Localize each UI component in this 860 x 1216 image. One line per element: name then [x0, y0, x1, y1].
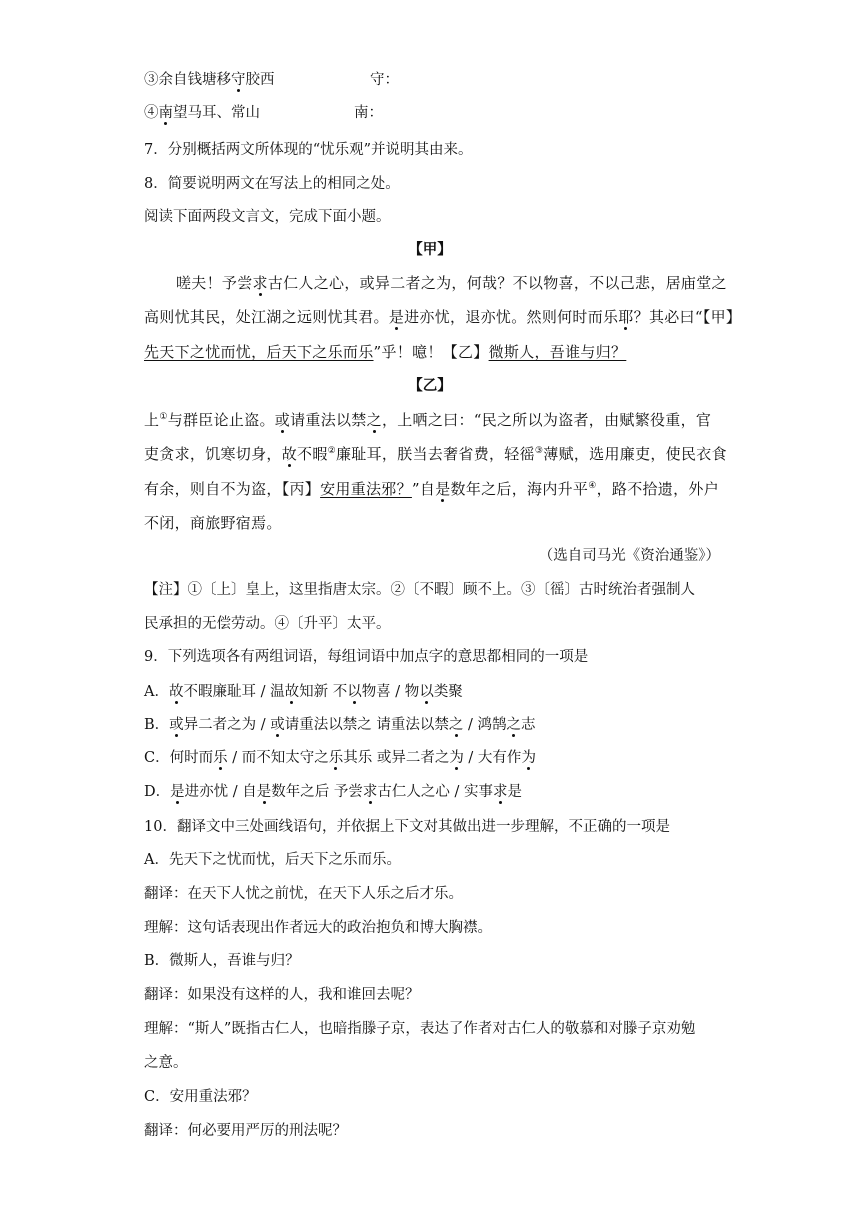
passage-yi-line: 不闭，商旅野宿焉。 [144, 514, 282, 532]
dotted-char: 故 [281, 445, 298, 463]
dotted-char: 乐 [328, 750, 344, 766]
underlined-sentence: 先天下之忧而忧，后天下之乐而乐 [144, 343, 374, 361]
dotted-char: 之 [448, 717, 464, 733]
dotted-char: 以 [347, 684, 362, 700]
question-10: 10．翻译文中三处画线语句，并依据上下文对其做出进一步理解，不正确的一项是 [144, 819, 670, 835]
option-10b: B．微斯人，吾谁与归？ [144, 953, 300, 969]
option-10b-translation: 翻译：如果没有这样的人，我和谁回去呢？ [144, 987, 420, 1003]
option-9a: A．故不暇廉耻耳 / 温故知新 不以物喜 / 物以类聚 [144, 684, 463, 700]
dotted-char: 守 [231, 72, 246, 88]
dotted-char: 是 [256, 784, 272, 800]
dotted-char: 为 [521, 750, 536, 766]
option-10a-translation: 翻译：在天下人忧之前忧，在天下人乐之后才乐。 [144, 886, 463, 902]
dotted-char: 求 [492, 784, 508, 800]
dotted-char: 之 [506, 717, 521, 733]
footnote-mark: ① [159, 412, 168, 422]
question-7: 7．分别概括两文所体现的“忧乐观”并说明其由来。 [144, 142, 473, 158]
dotted-char: 求 [362, 784, 378, 800]
dotted-char: 或 [169, 717, 184, 733]
underlined-sentence: 安用重法邪？ [320, 480, 412, 498]
passage-yi-line: 上①与群臣论止盗。或请重法以禁之，上哂之曰：“民之所以为盗者，由赋繁役重，官 [144, 411, 712, 429]
dotted-char: 或 [270, 717, 285, 733]
passage-source: （选自司马光《资治通鉴》） [538, 548, 720, 564]
dotted-char: 南 [158, 105, 173, 121]
underlined-sentence: 微斯人，吾谁与归？ [488, 343, 627, 361]
passage-yi-title: 【乙】 [408, 377, 452, 394]
vocab-text: 胶西 [245, 72, 275, 88]
option-10c-translation: 翻译：何必要用严厉的刑法呢？ [144, 1123, 347, 1139]
question-8: 8．简要说明两文在写法上的相同之处。 [144, 176, 400, 192]
passage-jia-title: 【甲】 [408, 241, 452, 258]
annotation: 【注】①〔上〕皇上，这里指唐太宗。②〔不暇〕顾不上。③〔徭〕古时统治者强制人 [144, 582, 695, 598]
passage-yi-line: 有余，则自不为盗，【丙】安用重法邪？”自是数年之后，海内升平④，路不拾遗，外户 [144, 480, 719, 498]
vocab-text: ④ [144, 105, 159, 121]
footnote-mark: ④ [588, 481, 597, 491]
annotation: 民承担的无偿劳动。④〔升平〕太平。 [144, 616, 391, 632]
dotted-char: 故 [168, 684, 184, 700]
vocab-answer-4: 南： [354, 105, 383, 121]
vocab-item-3 [144, 70, 275, 90]
passage-jia-line: 嗟夫！予尝求古仁人之心，或异二者之为，何哉？不以物喜，不以己悲，居庙堂之 [176, 274, 727, 292]
reading-intro: 阅读下面两段文言文，完成下面小题。 [144, 209, 391, 225]
option-9d: D．是进亦忧 / 自是数年之后 予尝求古仁人之心 / 实事求是 [144, 784, 522, 800]
dotted-char: 是 [388, 308, 405, 326]
passage-yi-line: 吏贪求，饥寒切身，故不暇②廉耻耳，朕当去奢省费，轻徭③薄赋，选用廉吏，使民衣食 [144, 445, 727, 463]
option-9c: C．何时而乐 / 而不知太守之乐其乐 或异二者之为 / 大有作为 [144, 750, 536, 766]
passage-jia-line: 先天下之忧而忧，后天下之乐而乐”乎！噫！【乙】微斯人，吾谁与归？ [144, 343, 627, 361]
dotted-char: 是 [170, 784, 185, 800]
vocab-text: ③余自钱塘移 [144, 72, 231, 88]
footnote-mark: ② [327, 446, 336, 456]
option-9b: B．或异二者之为 / 或请重法以禁之 请重法以禁之 / 鸿鹄之志 [144, 717, 536, 733]
option-10b-understanding-cont: 之意。 [144, 1055, 188, 1071]
vocab-answer-3: 守： [370, 72, 399, 88]
dotted-char: 为 [449, 750, 464, 766]
dotted-char: 之 [366, 411, 382, 429]
passage-jia-line: 高则忧其民，处江湖之远则忧其君。是进亦忧，退亦忧。然则何时而乐耶？其必曰“【甲】 [144, 308, 742, 326]
dotted-char: 乐 [213, 750, 228, 766]
dotted-char: 以 [419, 684, 434, 700]
dotted-char: 或 [274, 411, 291, 429]
footnote-mark: ③ [534, 446, 544, 456]
dotted-char: 是 [435, 480, 451, 498]
question-9: 9．下列选项各有两组词语，每组词语中加点字的意思都相同的一项是 [144, 649, 589, 665]
dotted-char: 耶 [618, 308, 634, 326]
dotted-char: 故 [284, 684, 300, 700]
option-10a-understanding: 理解：这句话表现出作者远大的政治抱负和博大胸襟。 [144, 920, 492, 936]
vocab-text: 望马耳、常山 [173, 105, 260, 121]
option-10c: C．安用重法邪？ [144, 1089, 257, 1105]
option-10b-understanding: 理解：“斯人”既指古仁人，也暗指滕子京，表达了作者对古仁人的敬慕和对滕子京劝勉 [144, 1021, 696, 1037]
dotted-char: 求 [252, 274, 268, 292]
option-10a: A．先天下之忧而忧，后天下之乐而乐。 [144, 852, 401, 868]
vocab-item-4 [144, 103, 260, 123]
